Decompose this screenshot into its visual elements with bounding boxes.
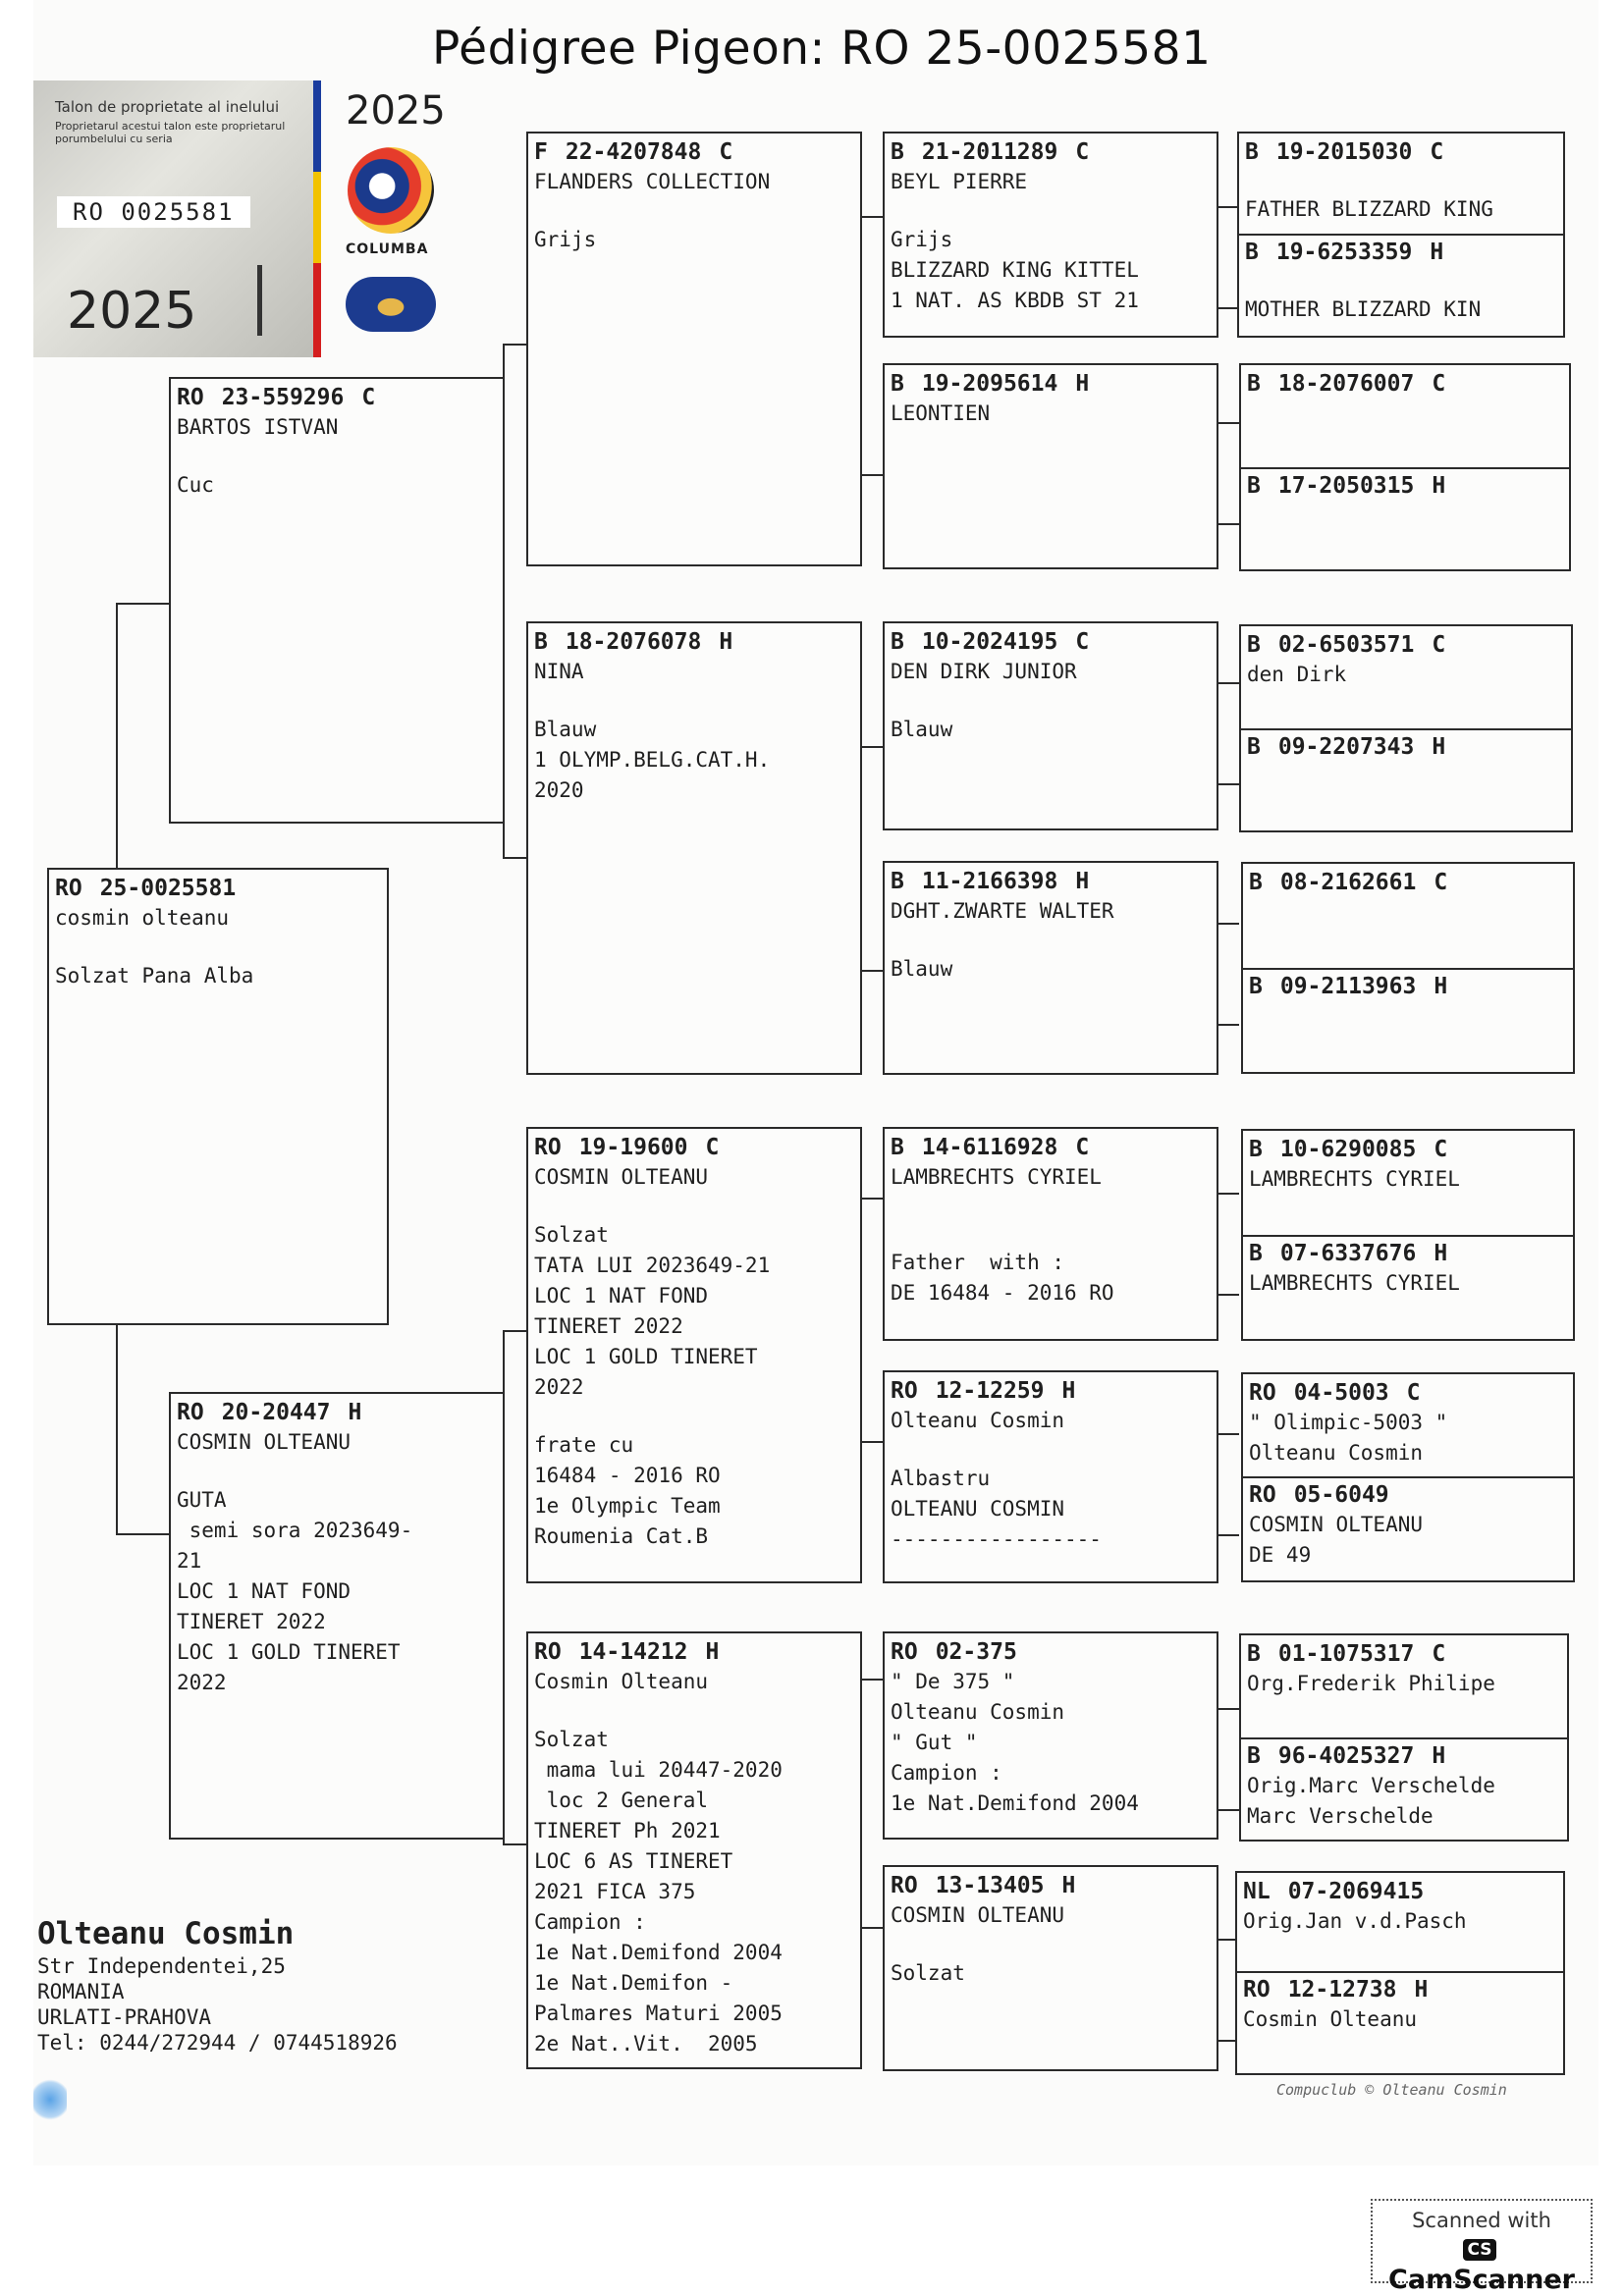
sex-code: H [348, 1400, 362, 1425]
pedigree-line: Olteanu Cosmin [891, 1700, 1065, 1724]
owner-country: ROMANIA [37, 1980, 125, 2003]
ring-number: 14-14212 [578, 1639, 688, 1665]
pedigree-line: 2022 [177, 1671, 227, 1694]
page-title: Pédigree Pigeon: RO 25-0025581 [432, 22, 1212, 76]
g4-card [1241, 1737, 1567, 1840]
connector [1216, 682, 1239, 785]
connector [859, 216, 883, 476]
pedigree-line: NINA [534, 660, 584, 683]
ring-number: 19-2015030 [1275, 139, 1413, 165]
country-code: B [891, 1135, 904, 1160]
country-code: NL [1243, 1879, 1271, 1904]
sdd-card [883, 861, 1218, 1075]
pedigree-line: 1e Nat.Demifond 2004 [891, 1791, 1139, 1815]
pedigree-line: TINERET 2022 [534, 1314, 683, 1338]
pedigree-line: Org.Frederik Philipe [1247, 1672, 1495, 1695]
pedigree-line: 1e Nat.Demifond 2004 [534, 1941, 783, 1964]
ring-header [1247, 471, 1563, 501]
country-code: B [1249, 870, 1263, 895]
pedigree-line: DGHT.ZWARTE WALTER [891, 899, 1114, 923]
scanner-brand-text: CamScanner [1388, 2265, 1575, 2295]
pedigree-line: Palmares Maturi 2005 [534, 2002, 783, 2025]
ring-header [1245, 137, 1557, 167]
dsd-card [883, 1370, 1218, 1583]
ring-header [891, 627, 1211, 657]
pedigree-line: frate cu [534, 1433, 634, 1457]
pedigree-line: Solzat Pana Alba [55, 964, 254, 988]
sex-code: C [1432, 632, 1446, 658]
club-logo-icon [346, 277, 436, 332]
ring-header [1249, 868, 1567, 897]
pedigree-line: TATA LUI 2023649-21 [534, 1254, 771, 1277]
pedigree-line: 1e Nat.Demifon - [534, 1971, 733, 1995]
g4-card [1243, 1476, 1573, 1580]
pedigree-line: " Olimpic-5003 " [1249, 1411, 1448, 1434]
pedigree-line: TINERET 2022 [177, 1610, 326, 1633]
sex-code: C [1434, 870, 1448, 895]
pedigree-line: Olteanu Cosmin [891, 1409, 1065, 1432]
dam-card [169, 1392, 505, 1840]
pedigree-line [1245, 267, 1557, 294]
pedigree-line [891, 687, 1211, 715]
ring-number: 10-2024195 [921, 629, 1058, 655]
sex-code: H [1075, 869, 1090, 894]
pedigree-line: Cosmin Olteanu [534, 1670, 709, 1693]
g4-card [1237, 1873, 1563, 1969]
country-code: B [1247, 1743, 1261, 1769]
ring-number: 02-6503571 [1277, 632, 1415, 658]
pedigree-line: Cosmin Olteanu [1243, 2007, 1418, 2031]
ring-header [534, 1637, 854, 1667]
pedigree-line: 1 OLYMP.BELG.CAT.H. [534, 748, 771, 772]
ring-header [1247, 1639, 1561, 1669]
sex-code: H [1434, 974, 1448, 999]
ring-number: 07-2069415 [1287, 1879, 1425, 1904]
ring-header [1247, 1741, 1561, 1771]
pedigree-line: " De 375 " [891, 1670, 1015, 1693]
scan-artifact [33, 2076, 67, 2123]
pedigree-line: Orig.Marc Verschelde [1247, 1774, 1495, 1797]
scanner-watermark [1371, 2199, 1593, 2295]
g4-card [1243, 1374, 1573, 1474]
sex-code: C [719, 139, 733, 165]
ring-header [891, 1637, 1211, 1667]
pedigree-line: TINERET Ph 2021 [534, 1819, 721, 1842]
country-code: RO [177, 1400, 204, 1425]
ssd-card [883, 363, 1218, 569]
ring-number: 07-6337676 [1279, 1241, 1417, 1266]
software-credit: Compuclub © Olteanu Cosmin [1276, 2081, 1507, 2099]
ring-number: 19-2095614 [921, 371, 1058, 397]
connector [1216, 1708, 1239, 1811]
ring-number: 19-19600 [578, 1135, 688, 1160]
country-code: B [1247, 734, 1261, 760]
talon-heading: Talon de proprietate al inelului [55, 98, 280, 116]
pedigree-line [891, 1193, 1211, 1220]
pedigree-line [1245, 167, 1557, 194]
ring-number: 05-6049 [1293, 1482, 1389, 1508]
sex-code: C [1432, 371, 1446, 397]
country-code: RO [1249, 1482, 1276, 1508]
ring-header [55, 874, 381, 903]
pedigree-line [891, 1931, 1211, 1958]
ring-number: 21-2011289 [921, 139, 1058, 165]
ring-header [1249, 1135, 1567, 1164]
pedigree-line: Grijs [534, 228, 597, 251]
country-code: B [1247, 632, 1261, 658]
pedigree-line: 2e Nat..Vit. 2005 [534, 2032, 758, 2056]
sex-code: C [1075, 629, 1090, 655]
ring-number: 08-2162661 [1279, 870, 1417, 895]
pedigree-line [534, 1403, 854, 1430]
dds-card [883, 1631, 1218, 1840]
pedigree-line: cosmin olteanu [55, 906, 230, 930]
dam-dam-card [526, 1631, 862, 2069]
ring-header [1249, 1239, 1567, 1268]
country-code: B [1249, 1137, 1263, 1162]
pedigree-line: LEONTIEN [891, 401, 991, 425]
country-code: RO [1243, 1977, 1271, 2002]
ring-header [891, 1133, 1211, 1162]
pedigree-line [891, 927, 1211, 954]
ring-number: 09-2113963 [1279, 974, 1417, 999]
ring-number: 96-4025327 [1277, 1743, 1415, 1769]
pedigree-line: Orig.Jan v.d.Pasch [1243, 1909, 1467, 1933]
pedigree-line: LOC 1 NAT FOND [177, 1579, 352, 1603]
sex-code: H [1075, 371, 1090, 397]
pedigree-line: BEYL PIERRE [891, 170, 1028, 193]
g4-card [1241, 626, 1571, 724]
pedigree-line [177, 443, 497, 470]
g4-card [1241, 467, 1569, 569]
pedigree-line [891, 197, 1211, 225]
pedigree-line: 16484 - 2016 RO [534, 1464, 721, 1487]
ring-header [1249, 1480, 1567, 1510]
flag-stripe [313, 80, 321, 357]
pedigree-line: Albastru [891, 1467, 991, 1490]
ring-header [534, 1133, 854, 1162]
pedigree-line: Roumenia Cat.B [534, 1524, 709, 1548]
ring-header [1249, 1378, 1567, 1408]
sex-code: C [1430, 139, 1444, 165]
ring-header [1243, 1975, 1557, 2004]
pedigree-line: DE 16484 - 2016 RO [891, 1281, 1114, 1305]
connector [503, 1330, 526, 1845]
org-label: COLUMBA [346, 241, 429, 257]
ring-header [177, 1398, 497, 1427]
country-code: RO [891, 1378, 918, 1404]
pedigree-line: Blauw [534, 718, 597, 741]
pedigree-line: LOC 1 NAT FOND [534, 1284, 709, 1308]
sex-code: C [361, 385, 376, 410]
header-year: 2025 [346, 88, 446, 133]
country-code: RO [1249, 1380, 1276, 1406]
pedigree-line [891, 1436, 1211, 1464]
pedigree-line: den Dirk [1247, 663, 1347, 686]
sds-card [883, 621, 1218, 830]
pedigree-line: loc 2 General [534, 1789, 709, 1812]
ring-header [891, 1376, 1211, 1406]
sex-code: H [1432, 734, 1446, 760]
ddd-card [883, 1865, 1218, 2071]
country-code: B [891, 139, 904, 165]
ring-number: 25-0025581 [99, 876, 237, 901]
country-code: F [534, 139, 548, 165]
sss-card [883, 132, 1218, 338]
ring-header [534, 627, 854, 657]
pedigree-line [55, 934, 381, 961]
pedigree-line: COSMIN OLTEANU [177, 1430, 352, 1454]
sex-code: H [719, 629, 733, 655]
g4-card [1243, 1131, 1573, 1231]
connector [859, 746, 883, 972]
ring-header [534, 137, 854, 167]
pedigree-line [534, 1193, 854, 1220]
ring-number: 02-375 [935, 1639, 1017, 1665]
pedigree-line: LAMBRECHTS CYRIEL [1249, 1271, 1460, 1295]
country-code: B [534, 629, 548, 655]
owner-address [37, 1914, 398, 2056]
sex-code: C [1406, 1380, 1421, 1406]
sex-code: H [1434, 1241, 1448, 1266]
pedigree-line: 2020 [534, 778, 584, 802]
connector [1216, 923, 1239, 1026]
g4-card [1237, 1971, 1563, 2073]
pedigree-line [177, 1458, 497, 1485]
country-code: B [1245, 240, 1259, 265]
dss-card [883, 1127, 1218, 1341]
pedigree-line: 1 NAT. AS KBDB ST 21 [891, 289, 1139, 312]
sex-code: H [1430, 240, 1444, 265]
connector [859, 1198, 883, 1443]
pedigree-line: LAMBRECHTS CYRIEL [891, 1165, 1102, 1189]
talon-mark [257, 265, 262, 336]
pedigree-line: 2022 [534, 1375, 584, 1399]
connector [1216, 1433, 1239, 1536]
pedigree-line: FATHER BLIZZARD KING [1245, 197, 1493, 221]
ring-header [177, 383, 497, 412]
country-code: B [1249, 974, 1263, 999]
talon-ring-number: RO 0025581 [57, 196, 250, 228]
country-code: RO [891, 1639, 918, 1665]
pedigree-line: Father with : [891, 1251, 1065, 1274]
g4-card [1243, 1235, 1573, 1339]
sire-dam-card [526, 621, 862, 1075]
ring-number: 20-20447 [221, 1400, 331, 1425]
g4-card [1243, 864, 1573, 964]
country-code: B [1245, 139, 1259, 165]
pedigree-line: Marc Verschelde [1247, 1804, 1434, 1828]
sex-code: H [705, 1639, 720, 1665]
ring-header [1247, 369, 1563, 399]
pedigree-line: Solzat [534, 1728, 609, 1751]
country-code: RO [177, 385, 204, 410]
country-code: B [1247, 371, 1261, 397]
ring-header [891, 867, 1211, 896]
ring-number: 14-6116928 [921, 1135, 1058, 1160]
ring-header [891, 137, 1211, 167]
connector [1216, 422, 1239, 525]
ring-number: 18-2076078 [565, 629, 702, 655]
ring-number: 13-13405 [935, 1873, 1045, 1898]
pedigree-line: FLANDERS COLLECTION [534, 170, 771, 193]
pedigree-line: MOTHER BLIZZARD KIN [1245, 297, 1482, 321]
pedigree-line: Blauw [891, 957, 953, 981]
country-code: B [891, 371, 904, 397]
pedigree-line: Olteanu Cosmin [1249, 1441, 1424, 1465]
sex-code: C [1432, 1641, 1446, 1667]
country-code: B [891, 629, 904, 655]
pedigree-line: 1e Olympic Team [534, 1494, 721, 1518]
ring-number: 12-12738 [1287, 1977, 1397, 2002]
owner-phone: Tel: 0244/272944 / 0744518926 [37, 2031, 398, 2055]
country-code: RO [534, 1639, 562, 1665]
scanner-brand [1373, 2234, 1591, 2295]
ring-number: 01-1075317 [1277, 1641, 1415, 1667]
pedigree-line: COSMIN OLTEANU [534, 1165, 709, 1189]
g4-card [1241, 365, 1569, 463]
sex-code: H [1414, 1977, 1429, 2002]
pedigree-line: " Gut " [891, 1731, 978, 1754]
pedigree-line: GUTA [177, 1488, 227, 1512]
country-code: B [891, 869, 904, 894]
pedigree-line: mama lui 20447-2020 [534, 1758, 783, 1782]
dam-sire-card [526, 1127, 862, 1583]
sire-card [169, 377, 505, 824]
g4-card [1243, 968, 1573, 1072]
pedigree-line: LAMBRECHTS CYRIEL [1249, 1167, 1460, 1191]
connector [1216, 1193, 1239, 1296]
sex-code: H [1432, 473, 1446, 499]
ring-number: 19-6253359 [1275, 240, 1413, 265]
sex-code: H [1432, 1743, 1446, 1769]
pedigree-line [534, 197, 854, 225]
pedigree-line [891, 1220, 1211, 1248]
ring-number: 12-12259 [935, 1378, 1045, 1404]
sex-code: C [705, 1135, 720, 1160]
pedigree-line [534, 1697, 854, 1725]
talon-subtext: Proprietarul acestui talon este proprietarul porumbelului cu seria [55, 120, 286, 145]
country-code: B [1247, 1641, 1261, 1667]
country-code: RO [55, 876, 82, 901]
camscanner-icon: CS [1463, 2239, 1495, 2261]
pedigree-line [534, 687, 854, 715]
scanner-line: Scanned with [1412, 2209, 1551, 2232]
pedigree-line: COSMIN OLTEANU [891, 1903, 1065, 1927]
sex-code: H [1061, 1873, 1076, 1898]
owner-name: Olteanu Cosmin [37, 1916, 295, 1951]
country-code: RO [891, 1873, 918, 1898]
pedigree-line: Solzat [891, 1961, 965, 1985]
pedigree-line: Cuc [177, 473, 214, 497]
ring-number: 11-2166398 [921, 869, 1058, 894]
ring-number: 18-2076007 [1277, 371, 1415, 397]
pedigree-line: LOC 1 GOLD TINERET [534, 1345, 758, 1368]
pedigree-line: DEN DIRK JUNIOR [891, 660, 1077, 683]
subject-pigeon-card [47, 868, 389, 1325]
connector [1216, 206, 1239, 309]
ring-header [1247, 630, 1565, 660]
pedigree-line: Blauw [891, 718, 953, 741]
sex-code: C [1075, 139, 1090, 165]
ring-number: 10-6290085 [1279, 1137, 1417, 1162]
pedigree-line: Campion : [534, 1910, 646, 1934]
ring-header [1245, 238, 1557, 267]
pedigree-line: DE 49 [1249, 1543, 1312, 1567]
sex-code: C [1075, 1135, 1090, 1160]
ring-header [891, 369, 1211, 399]
pedigree-line: LOC 6 AS TINERET [534, 1849, 733, 1873]
owner-city: URLATI-PRAHOVA [37, 2005, 212, 2029]
federation-logo-icon [348, 147, 434, 234]
talon-year: 2025 [67, 282, 197, 341]
pedigree-line: OLTEANU COSMIN [891, 1497, 1065, 1521]
ring-header [1247, 732, 1565, 762]
ring-header [1243, 1877, 1557, 1906]
pedigree-line: ----------------- [891, 1527, 1102, 1551]
connector [503, 344, 526, 859]
pedigree-line: LOC 1 GOLD TINERET [177, 1640, 401, 1664]
ring-header [1249, 972, 1567, 1001]
g4-card [1239, 133, 1563, 232]
ring-number: 23-559296 [221, 385, 345, 410]
sex-code: C [1434, 1137, 1448, 1162]
pedigree-line: Campion : [891, 1761, 1002, 1785]
g4-card [1241, 728, 1571, 830]
country-code: B [1249, 1241, 1263, 1266]
pedigree-line: semi sora 2023649- [177, 1519, 413, 1542]
g4-card [1241, 1635, 1567, 1734]
pedigree-line: 21 [177, 1549, 202, 1573]
ring-number: 04-5003 [1293, 1380, 1389, 1406]
pedigree-line: Solzat [534, 1223, 609, 1247]
ring-header [891, 1871, 1211, 1900]
country-code: B [1247, 473, 1261, 499]
ring-number: 17-2050315 [1277, 473, 1415, 499]
pedigree-line: BARTOS ISTVAN [177, 415, 339, 439]
g4-card [1239, 234, 1563, 336]
sire-sire-card [526, 132, 862, 566]
pedigree-line: COSMIN OLTEANU [1249, 1513, 1424, 1536]
ring-ownership-card [33, 80, 321, 357]
country-code: RO [534, 1135, 562, 1160]
owner-street: Str Independentei,25 [37, 1954, 286, 1978]
ring-number: 22-4207848 [565, 139, 702, 165]
ring-number: 09-2207343 [1277, 734, 1415, 760]
pedigree-line: BLIZZARD KING KITTEL [891, 258, 1139, 282]
pedigree-line: 2021 FICA 375 [534, 1880, 696, 1903]
connector [859, 1679, 883, 1929]
sex-code: H [1061, 1378, 1076, 1404]
pedigree-line: Grijs [891, 228, 953, 251]
